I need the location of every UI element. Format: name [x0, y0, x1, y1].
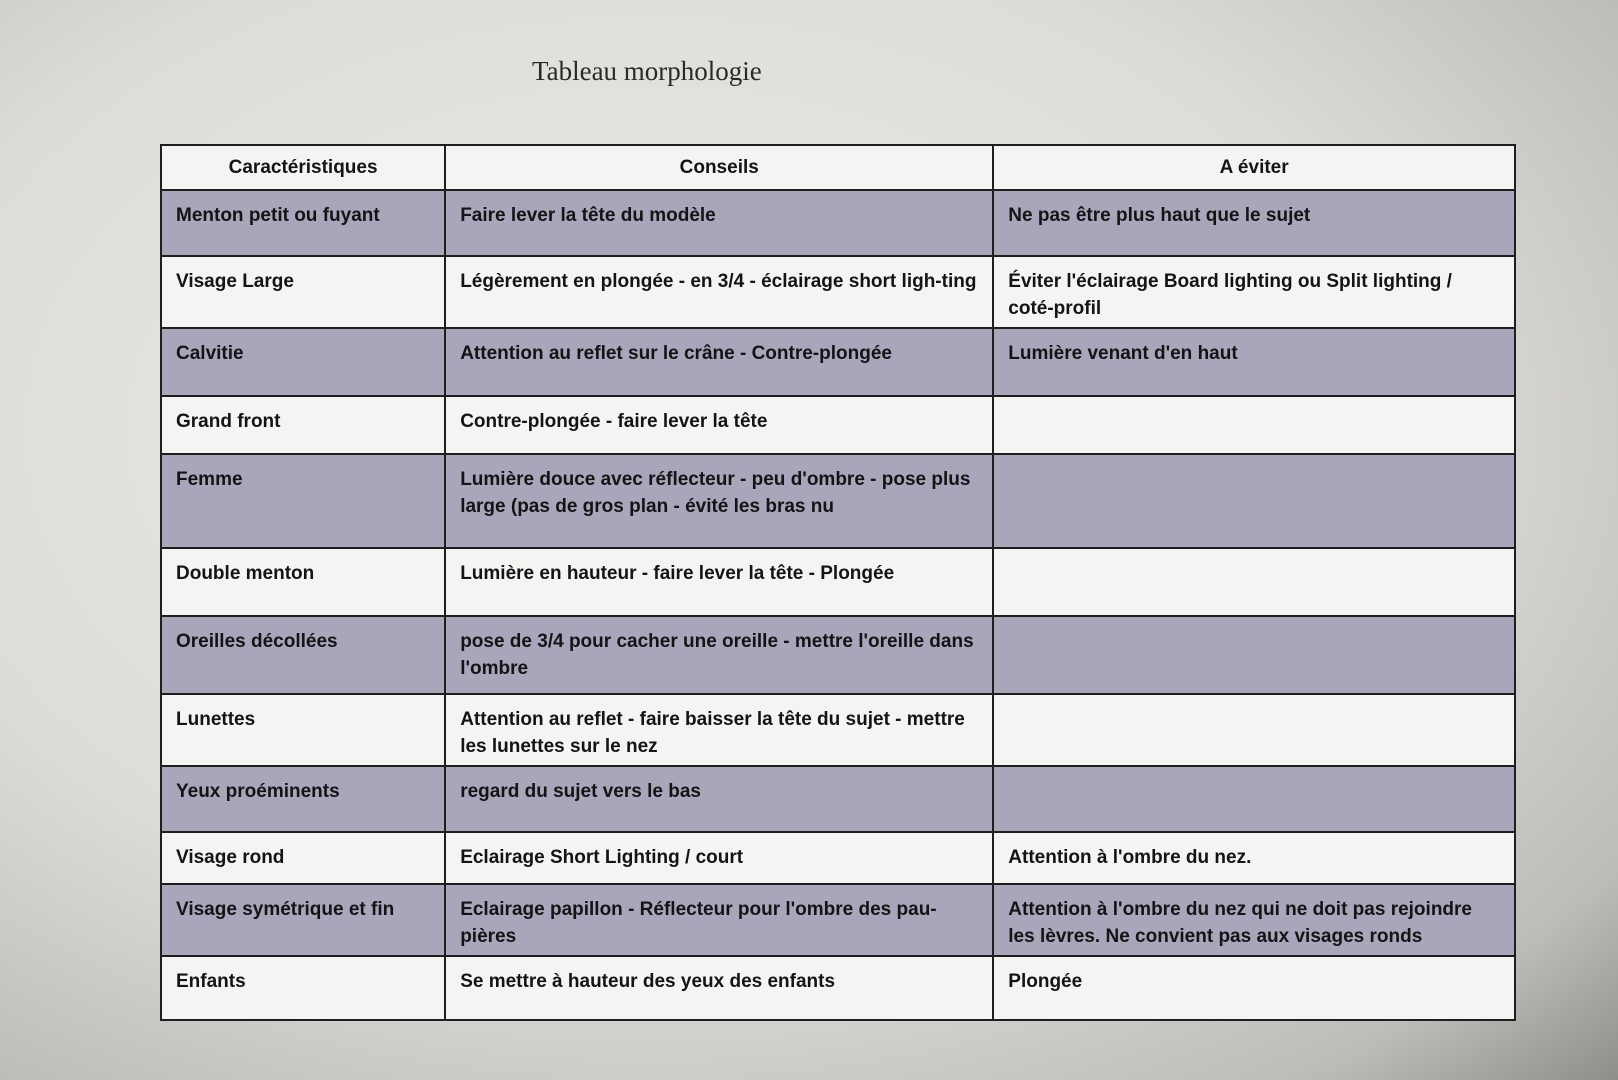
cell-caracteristique: Oreilles décollées	[161, 616, 445, 694]
cell-a-eviter: Attention à l'ombre du nez.	[993, 832, 1515, 884]
cell-conseils: pose de 3/4 pour cacher une oreille - mettre l'oreille dans l'ombre	[445, 616, 993, 694]
cell-a-eviter: Ne pas être plus haut que le sujet	[993, 190, 1515, 256]
cell-caracteristique: Visage symétrique et fin	[161, 884, 445, 956]
table-row	[161, 832, 1515, 884]
cell-caracteristique: Calvitie	[161, 328, 445, 396]
table-row	[161, 616, 1515, 694]
table-row	[161, 190, 1515, 256]
cell-a-eviter	[993, 616, 1515, 694]
cell-conseils: Contre-plongée - faire lever la tête	[445, 396, 993, 454]
cell-a-eviter: Éviter l'éclairage Board lighting ou Split lighting / coté-profil	[993, 256, 1515, 328]
cell-a-eviter	[993, 766, 1515, 832]
table-row	[161, 454, 1515, 548]
cell-caracteristique: Enfants	[161, 956, 445, 1020]
cell-conseils: Se mettre à hauteur des yeux des enfants	[445, 956, 993, 1020]
table-row	[161, 256, 1515, 328]
cell-a-eviter: Lumière venant d'en haut	[993, 328, 1515, 396]
cell-caracteristique: Femme	[161, 454, 445, 548]
cell-conseils: Eclairage papillon - Réflecteur pour l'ombre des pau-pières	[445, 884, 993, 956]
cell-caracteristique: Grand front	[161, 396, 445, 454]
cell-a-eviter: Attention à l'ombre du nez qui ne doit pas rejoindre les lèvres. Ne convient pas aux visages ronds	[993, 884, 1515, 956]
morphology-table	[160, 144, 1516, 1021]
cell-a-eviter	[993, 548, 1515, 616]
cell-caracteristique: Lunettes	[161, 694, 445, 766]
cell-conseils: Légèrement en plongée - en 3/4 - éclairage short ligh-ting	[445, 256, 993, 328]
table-header-row	[161, 145, 1515, 190]
header-caracteristiques: Caractéristiques	[161, 145, 445, 190]
table-row	[161, 766, 1515, 832]
cell-a-eviter	[993, 396, 1515, 454]
cell-caracteristique: Visage rond	[161, 832, 445, 884]
cell-conseils: Lumière douce avec réflecteur - peu d'ombre - pose plus large (pas de gros plan - évité les bras nu	[445, 454, 993, 548]
header-conseils: Conseils	[445, 145, 993, 190]
cell-conseils: regard du sujet vers le bas	[445, 766, 993, 832]
cell-conseils: Eclairage Short Lighting / court	[445, 832, 993, 884]
cell-a-eviter	[993, 454, 1515, 548]
cell-a-eviter: Plongée	[993, 956, 1515, 1020]
cell-caracteristique: Menton petit ou fuyant	[161, 190, 445, 256]
cell-conseils: Attention au reflet - faire baisser la tête du sujet - mettre les lunettes sur le nez	[445, 694, 993, 766]
cell-caracteristique: Double menton	[161, 548, 445, 616]
table-row	[161, 884, 1515, 956]
cell-conseils: Lumière en hauteur - faire lever la tête - Plongée	[445, 548, 993, 616]
table-row	[161, 396, 1515, 454]
header-a-eviter: A éviter	[993, 145, 1515, 190]
cell-conseils: Attention au reflet sur le crâne - Contre-plongée	[445, 328, 993, 396]
table-row	[161, 694, 1515, 766]
table-row	[161, 548, 1515, 616]
cell-caracteristique: Yeux proéminents	[161, 766, 445, 832]
cell-caracteristique: Visage Large	[161, 256, 445, 328]
cell-a-eviter	[993, 694, 1515, 766]
table-row	[161, 328, 1515, 396]
cell-conseils: Faire lever la tête du modèle	[445, 190, 993, 256]
table-row	[161, 956, 1515, 1020]
page-title: Tableau morphologie	[532, 56, 762, 86]
